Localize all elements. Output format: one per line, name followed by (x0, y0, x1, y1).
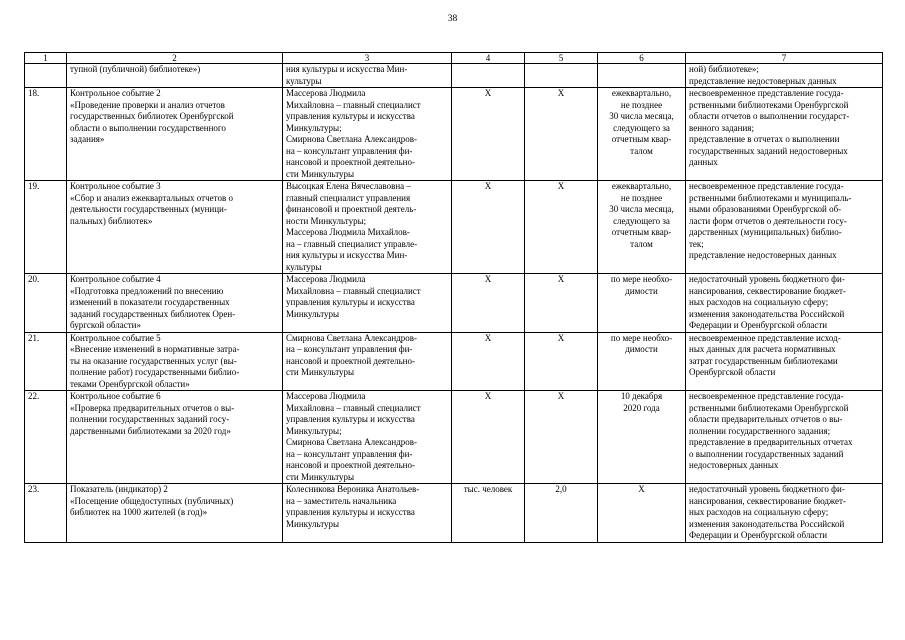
deadline-cell-line: ежеквартально, (611, 181, 672, 191)
risks-cell-line: о выполнении государственных заданий (689, 448, 844, 459)
deadline-cell (598, 484, 686, 543)
responsible-cell (283, 484, 452, 543)
column-header: 4 (452, 53, 525, 64)
responsible-cell-line: Михайловна – главный специалист (286, 402, 421, 413)
responsible-cell-line: сти Минкультуры (286, 367, 355, 377)
responsible-cell-line: Массерова Людмила Михайлов- (286, 227, 410, 237)
column-header: 5 (525, 53, 598, 64)
event-cell-line: пальных) библиотек» (70, 215, 153, 226)
event-cell-line: деятельности государственных (муници- (70, 204, 227, 214)
column-header: 1 (25, 53, 67, 64)
event-cell-line: Контрольное событие 2 (70, 88, 161, 98)
deadline-cell (598, 274, 686, 333)
risks-cell-line: государственных заданий недостоверных (689, 145, 848, 156)
responsible-cell-line: Смирнова Светлана Александров- (286, 332, 418, 343)
event-cell-line: «Сбор и анализ ежеквартальных отчетов о (70, 192, 233, 203)
table-row (25, 391, 883, 484)
event-cell (67, 332, 283, 391)
value-cell: 2,0 (525, 484, 598, 543)
responsible-cell-line: Высоцкая Елена Вячеславовна – (286, 181, 411, 191)
responsible-cell (283, 181, 452, 274)
responsible-cell-line: на – главный специалист управле- (286, 238, 418, 249)
event-cell (67, 274, 283, 333)
risks-cell (686, 64, 883, 88)
responsible-cell-line: Смирнова Светлана Александров- (286, 134, 418, 144)
event-cell-line: «Внесение изменений в нормативные затра- (70, 344, 240, 354)
event-cell-line: Контрольное событие 5 (70, 332, 161, 343)
unit-cell: Х (452, 332, 525, 391)
deadline-cell-line: по мере необхо- (610, 274, 673, 284)
table-row (25, 484, 883, 543)
event-cell (67, 181, 283, 274)
responsible-cell (283, 332, 452, 391)
risks-cell-line: изменения законодательства Российской (689, 518, 845, 529)
risks-cell-line: области отчетов о выполнении государст- (689, 111, 850, 121)
risks-cell-line: Оренбургской области (689, 367, 776, 377)
risks-cell-line: нансирования, секвестирование бюджет- (689, 285, 846, 296)
responsible-cell-line: Массерова Людмила (286, 88, 366, 98)
responsible-cell-line: Колесникова Вероника Анатольев- (286, 484, 420, 494)
deadline-cell-line: димости (625, 344, 658, 354)
responsible-cell-line: управления культуры и искусства (286, 414, 415, 424)
responsible-cell-line: Михайловна – главный специалист (286, 99, 421, 110)
deadline-cell (598, 64, 686, 88)
row-number: 22. (25, 391, 67, 484)
unit-cell: Х (452, 181, 525, 274)
row-number: 18. (25, 88, 67, 181)
event-cell-line: библиотек на 1000 жителей (в год)» (70, 507, 208, 517)
responsible-cell-line: сти Минкультуры (286, 471, 355, 482)
deadline-cell-line: отчетным квар- (611, 227, 672, 237)
column-header: 7 (686, 53, 883, 64)
risks-cell (686, 181, 883, 274)
event-cell-line: полнение работ) государственными библио- (70, 367, 240, 377)
unit-cell (452, 64, 525, 88)
unit-cell: тыс. человек (452, 484, 525, 543)
deadline-cell-line: следующего за (613, 122, 670, 133)
risks-cell-line: недостаточный уровень бюджетного фи- (689, 484, 845, 494)
responsible-cell-line: Минкультуры; (286, 122, 342, 133)
risks-cell-line: ласти форм отчетов о деятельности госу- (689, 215, 847, 226)
responsible-cell-line: управления культуры и искусства (286, 297, 415, 307)
event-cell-line: ты на оказание государственных услуг (вы- (70, 355, 237, 366)
responsible-cell-line: управления культуры и искусства (286, 507, 415, 517)
responsible-cell-line: нансовой и проектной деятельно- (286, 460, 415, 470)
responsible-cell-line: ния культуры и искусства Мин- (286, 250, 408, 260)
responsible-cell-line: ния культуры и искусства Мин- (286, 64, 408, 74)
event-cell-line: «Проверка предварительных отчетов о вы- (70, 402, 235, 413)
deadline-cell (598, 88, 686, 181)
risks-cell-line: ными образованиями Оренбургской об- (689, 204, 842, 214)
responsible-cell-line: на – консультант управления фи- (286, 145, 413, 156)
value-cell: Х (525, 181, 598, 274)
risks-cell-line: недостаточный уровень бюджетного фи- (689, 274, 845, 284)
responsible-cell-line: на – консультант управления фи- (286, 344, 413, 354)
event-cell-line: Показатель (индикатор) 2 (70, 484, 168, 494)
risks-cell-line: несвоевременное представление исход- (689, 332, 841, 343)
deadline-cell-line: не позднее (620, 192, 663, 203)
column-header: 3 (283, 53, 452, 64)
responsible-cell-line: культуры (286, 75, 322, 86)
risks-cell-line: представление в отчетах о выполнении (689, 134, 840, 144)
risks-cell (686, 391, 883, 484)
deadline-cell-line: 2020 года (623, 402, 660, 413)
risks-cell-line: несвоевременное представление госуда- (689, 181, 844, 191)
risks-cell-line: дарственных (муниципальных) библио- (689, 227, 842, 237)
event-cell-line: задания» (70, 134, 105, 144)
risks-cell-line: тек; (689, 238, 704, 249)
column-header: 2 (67, 53, 283, 64)
risks-cell-line: изменения законодательства Российской (689, 308, 845, 319)
risks-cell (686, 274, 883, 333)
risks-cell-line: ных расходов на социальную сферу; (689, 507, 829, 517)
page-number: 38 (447, 14, 458, 24)
responsible-cell (283, 274, 452, 333)
event-cell-line: «Посещение общедоступных (публичных) (70, 495, 234, 506)
risks-cell-line: несвоевременное представление госуда- (689, 391, 844, 401)
deadline-cell (598, 332, 686, 391)
risks-cell-line: данных (689, 157, 718, 167)
deadline-cell-line: 30 числа месяца, (609, 111, 674, 121)
deadline-cell-line: талом (630, 145, 653, 156)
event-cell-line: государственных библиотек Оренбургской (70, 111, 234, 121)
value-cell (525, 64, 598, 88)
deadline-cell-line: следующего за (613, 215, 670, 226)
risks-cell-line: Федерации и Оренбургской области (689, 530, 828, 540)
event-cell-line: изменений в показатели государственных (70, 297, 230, 307)
event-cell-line: бургской области» (70, 320, 141, 330)
deadline-cell-line: димости (625, 285, 658, 296)
risks-cell-line: полнении государственного задания; (689, 425, 831, 436)
deadline-cell (598, 391, 686, 484)
table-row (25, 64, 883, 88)
event-cell (67, 484, 283, 543)
column-header: 6 (598, 53, 686, 64)
deadline-cell-line: ежеквартально, (611, 88, 672, 98)
responsible-cell-line: сти Минкультуры (286, 168, 355, 179)
table-row (25, 88, 883, 181)
responsible-cell-line: ности Минкультуры; (286, 215, 367, 226)
deadline-cell-line: отчетным квар- (611, 134, 672, 144)
value-cell: Х (525, 391, 598, 484)
responsible-cell-line: нансовой и проектной деятельно- (286, 355, 415, 366)
risks-cell-line: недостоверных данных (689, 460, 779, 470)
event-cell-line: полнении государственных заданий госу- (70, 414, 230, 424)
responsible-cell-line: главный специалист управления (286, 192, 411, 203)
column-header-row (25, 53, 883, 64)
responsible-cell-line: Смирнова Светлана Александров- (286, 437, 418, 447)
deadline-cell-line: не позднее (620, 99, 663, 110)
event-cell-line: «Проведение проверки и анализ отчетов (70, 99, 225, 110)
responsible-cell-line: финансовой и проектной деятель- (286, 204, 417, 214)
event-cell-line: области о выполнении государственного (70, 122, 226, 133)
risks-cell-line: представление недостоверных данных (689, 250, 837, 260)
risks-cell-line: рственными библиотеками и муниципаль- (689, 192, 852, 203)
risks-cell-line: области предварительных отчетов о вы- (689, 414, 843, 424)
unit-cell: Х (452, 274, 525, 333)
risks-cell-line: затрат государственным библиотеками (689, 355, 838, 366)
risks-cell-line: представление в предварительных отчетах (689, 437, 853, 447)
table-row (25, 181, 883, 274)
responsible-cell-line: Массерова Людмила (286, 391, 366, 401)
value-cell: Х (525, 88, 598, 181)
row-number: 21. (25, 332, 67, 391)
responsible-cell-line: управления культуры и искусства (286, 111, 415, 121)
event-cell-line: «Подготовка предложений по внесению (70, 285, 224, 296)
risks-cell-line: рственными библиотеками Оренбургской (689, 99, 849, 110)
deadline-cell (598, 181, 686, 274)
risks-cell-line: Федерации и Оренбургской области (689, 320, 828, 330)
risks-cell-line: рственными библиотеками Оренбургской (689, 402, 849, 413)
event-cell-line: Контрольное событие 6 (70, 391, 161, 401)
responsible-cell-line: Массерова Людмила (286, 274, 366, 284)
event-cell-line: заданий государственных библиотек Орен- (70, 308, 236, 319)
risks-cell-line: представление недостоверных данных (689, 75, 837, 86)
row-number: 23. (25, 484, 67, 543)
row-number (25, 64, 67, 88)
responsible-cell (283, 88, 452, 181)
row-number: 20. (25, 274, 67, 333)
row-number: 19. (25, 181, 67, 274)
risks-cell-line: ных расходов на социальную сферу; (689, 297, 829, 307)
risks-cell-line: несвоевременное представление госуда- (689, 88, 844, 98)
responsible-cell-line: нансовой и проектной деятельно- (286, 157, 415, 167)
deadline-cell-line: 30 числа месяца, (609, 204, 674, 214)
risks-cell (686, 332, 883, 391)
risks-cell (686, 88, 883, 181)
risks-cell-line: ной) библиотеке»; (689, 64, 759, 74)
responsible-cell (283, 391, 452, 484)
table-row (25, 274, 883, 333)
value-cell: Х (525, 332, 598, 391)
event-cell-line: тупной (публичной) библиотеке») (70, 64, 201, 74)
unit-cell: Х (452, 88, 525, 181)
event-cell-line: Контрольное событие 3 (70, 181, 161, 191)
event-cell (67, 64, 283, 88)
table-row (25, 332, 883, 391)
event-cell (67, 391, 283, 484)
risks-cell-line: нансирования, секвестирование бюджет- (689, 495, 846, 506)
event-cell-line: теками Оренбургской области» (70, 378, 190, 389)
deadline-cell-line: талом (630, 238, 653, 249)
responsible-cell (283, 64, 452, 88)
unit-cell: Х (452, 391, 525, 484)
event-cell (67, 88, 283, 181)
deadline-cell-line: 10 декабря (620, 391, 663, 401)
responsible-cell-line: культуры (286, 261, 322, 272)
value-cell: Х (525, 274, 598, 333)
risks-cell (686, 484, 883, 543)
responsible-cell-line: Минкультуры (286, 518, 340, 529)
event-cell-line: дарственными библиотеками за 2020 год» (70, 425, 231, 436)
event-cell-line: Контрольное событие 4 (70, 274, 161, 284)
responsible-cell-line: на – консультант управления фи- (286, 448, 413, 459)
responsible-cell-line: Минкультуры; (286, 425, 342, 436)
responsible-cell-line: на – заместитель начальника (286, 495, 397, 506)
risks-cell-line: ных данных для расчета нормативных (689, 344, 836, 354)
responsible-cell-line: Михайловна – главный специалист (286, 285, 421, 296)
deadline-cell-line: по мере необхо- (610, 332, 673, 343)
risks-cell-line: венного задания; (689, 122, 754, 133)
responsible-cell-line: Минкультуры (286, 308, 340, 319)
plan-table (24, 52, 883, 543)
deadline-cell-line: Х (638, 484, 645, 494)
